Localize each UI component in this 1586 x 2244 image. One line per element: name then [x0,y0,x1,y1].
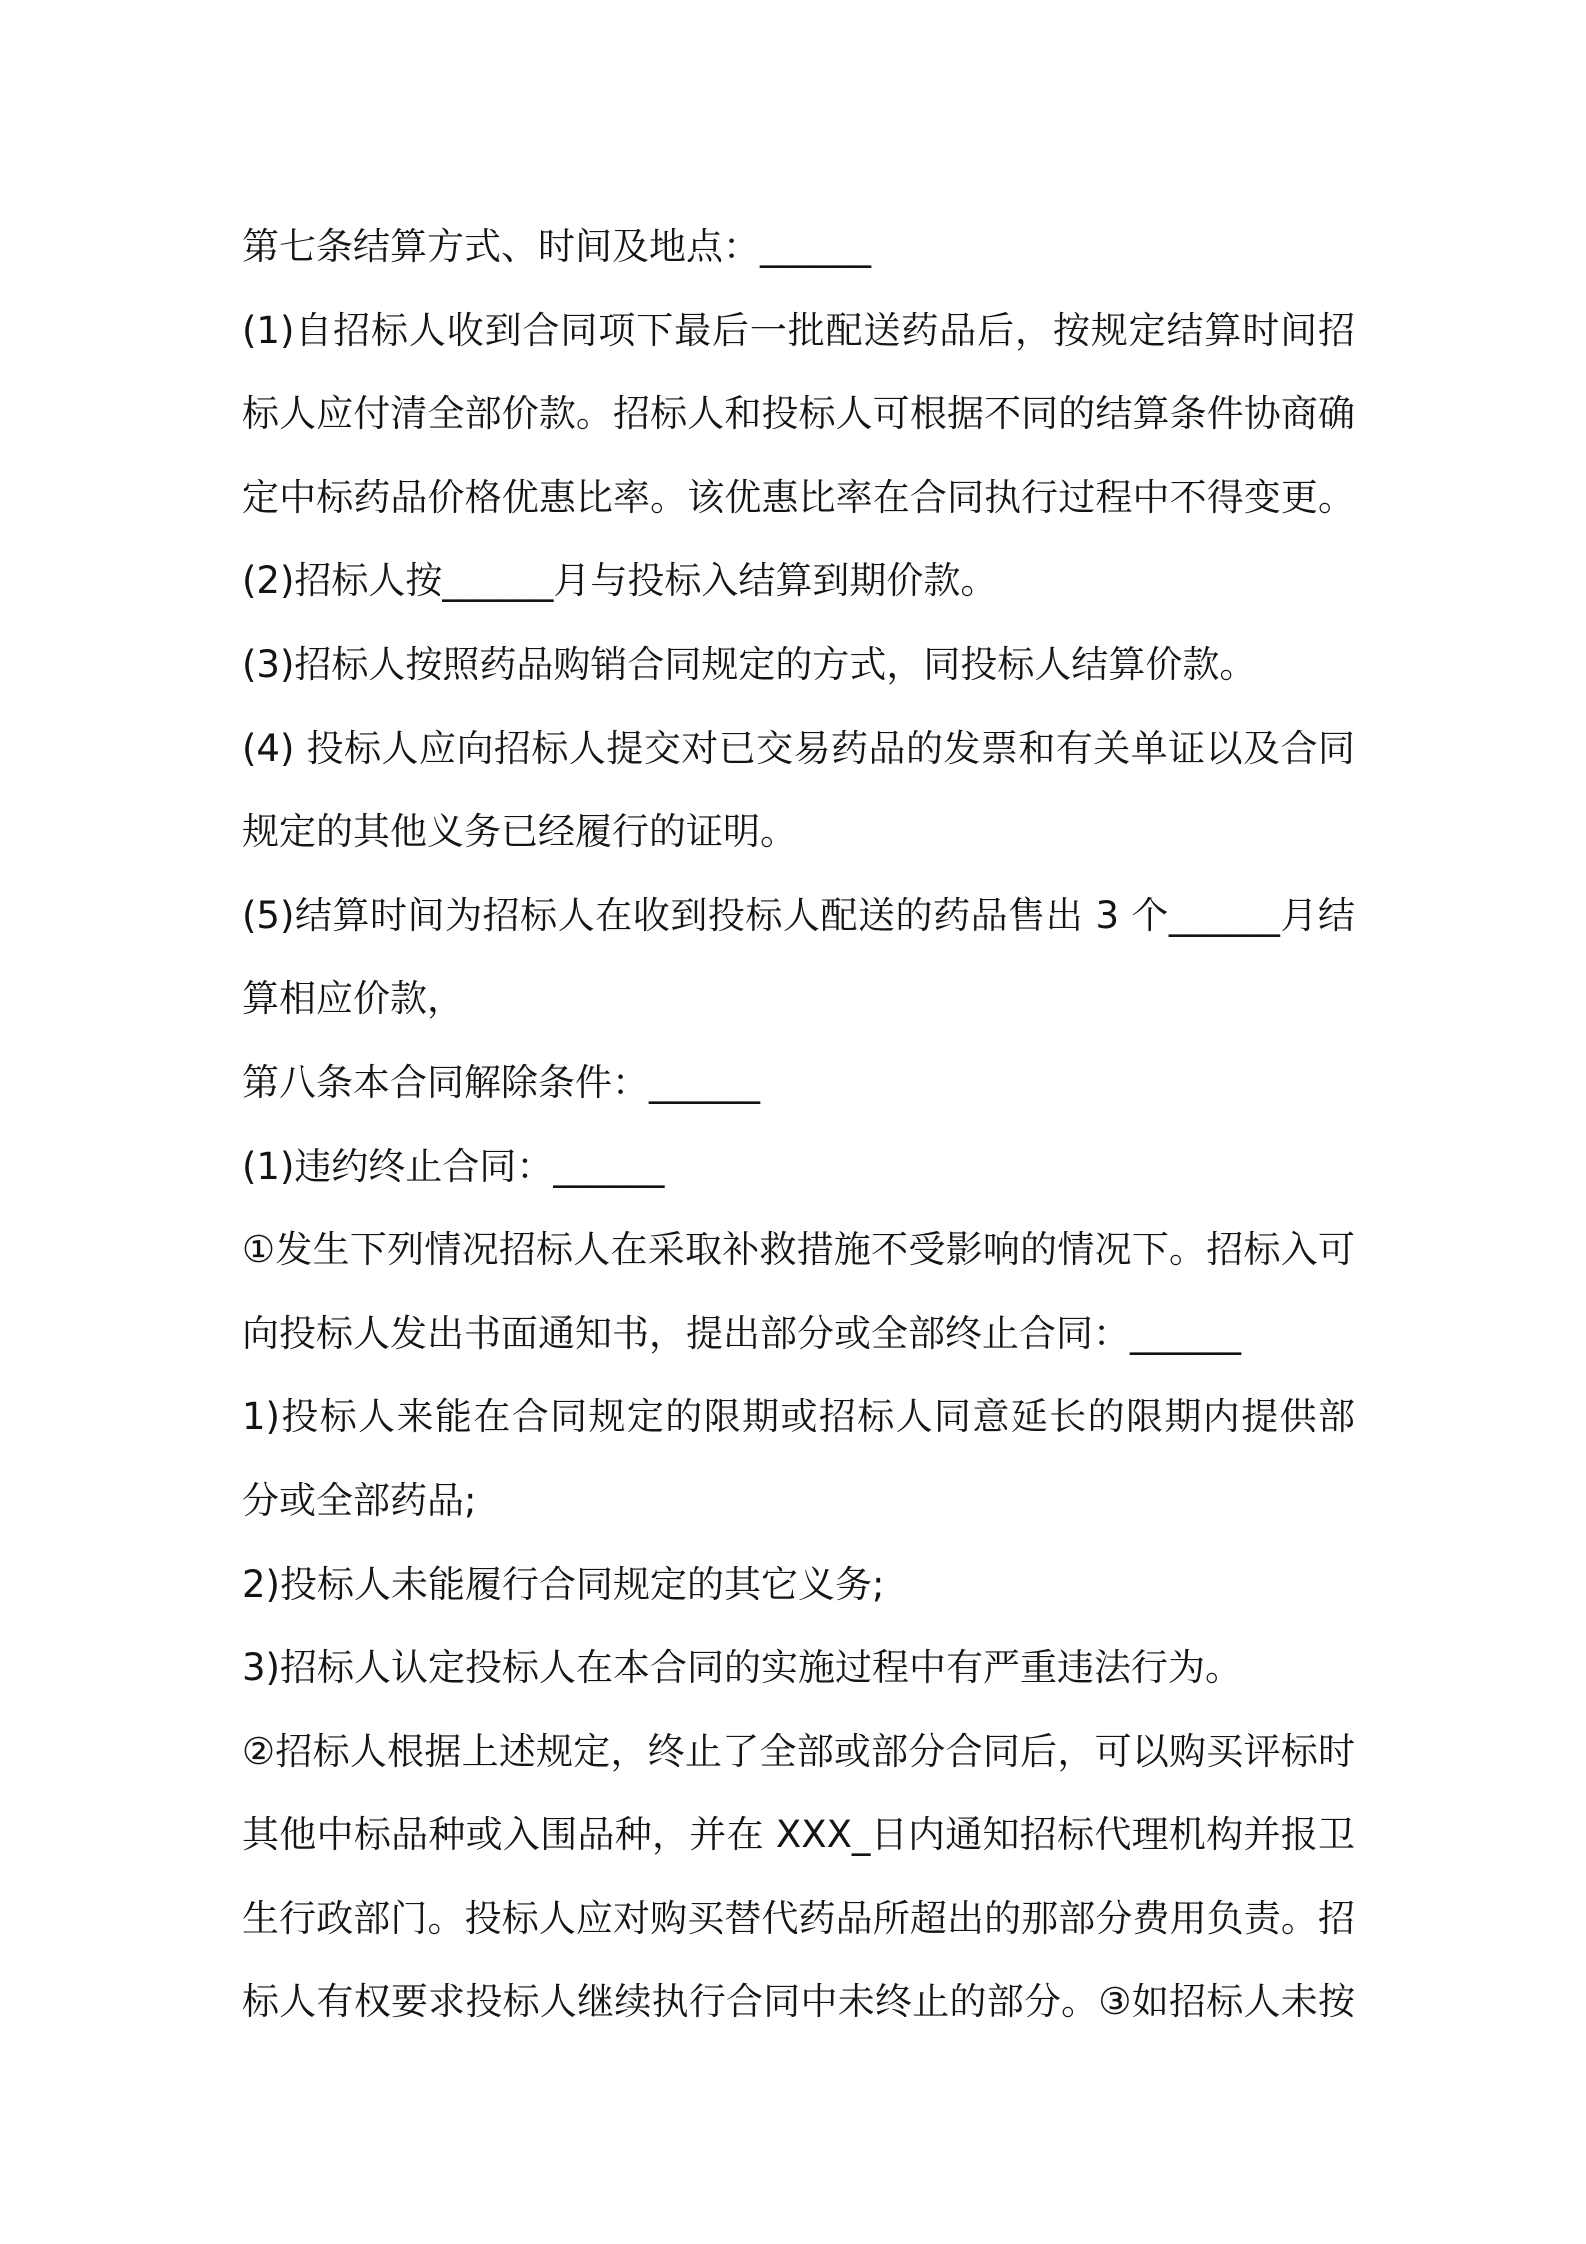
clause-8-1-a-line-2: 向投标人发出书面通知书，提出部分或全部终止合同：______ [242,1311,1241,1355]
clause-7-1-line-2: 标人应付清全部价款。招标人和投标人可根据不同的结算条件协商确 [242,392,1355,436]
clause-7-5-line-2: 算相应价款， [242,977,464,1021]
clause-8-1: (1)违约终止合同：______ [242,1144,665,1188]
clause-7-2: (2)招标人按______月与投标入结算到期价款。 [242,559,998,603]
clause-7-3: (3)招标人按照药品购销合同规定的方式，同投标人结算价款。 [242,642,1257,686]
clause-7-4-line-2: 规定的其他义务已经履行的证明。 [242,810,797,854]
clause-7-1-line-3: 定中标药品价格优惠比率。该优惠比率在合同执行过程中不得变更。 [242,475,1355,519]
clause-7-4-line-1: (4) 投标人应向招标人提交对已交易药品的发票和有关单证以及合同 [242,726,1355,770]
clause-8-1-b-line-3: 生行政部门。投标人应对购买替代药品所超出的那部分费用负责。招 [242,1896,1355,1940]
document-page [242,205,1362,2044]
article-7-heading: 第七条结算方式、时间及地点：______ [242,225,871,268]
item-1-line-1: 1)投标人来能在合同规定的限期或招标人同意延长的限期内提供部 [242,1395,1355,1439]
article-8-heading: 第八条本合同解除条件：______ [242,1060,760,1104]
item-3: 3)招标人认定投标人在本合同的实施过程中有严重违法行为。 [242,1646,1242,1690]
item-2: 2)投标人未能履行合同规定的其它义务; [242,1562,885,1606]
item-1-line-2: 分或全部药品; [242,1478,477,1522]
clause-8-1-a-line-1: ①发生下列情况招标人在采取补救措施不受影响的情况下。招标入可 [242,1228,1355,1272]
clause-7-1-line-1: (1)自招标人收到合同项下最后一批配送药品后，按规定结算时间招 [242,308,1355,352]
clause-8-1-b-line-2: 其他中标品种或入围品种，并在 XXX_日内通知招标代理机构并报卫 [242,1813,1355,1857]
clause-7-5-line-1: (5)结算时间为招标人在收到投标人配送的药品售出 3 个______月结 [242,893,1355,937]
clause-8-1-b-line-1: ②招标人根据上述规定，终止了全部或部分合同后，可以购买评标时 [242,1729,1355,1773]
clause-8-1-b-line-4: 标人有权要求投标人继续执行合同中未终止的部分。③如招标人未按 [242,1980,1355,2024]
